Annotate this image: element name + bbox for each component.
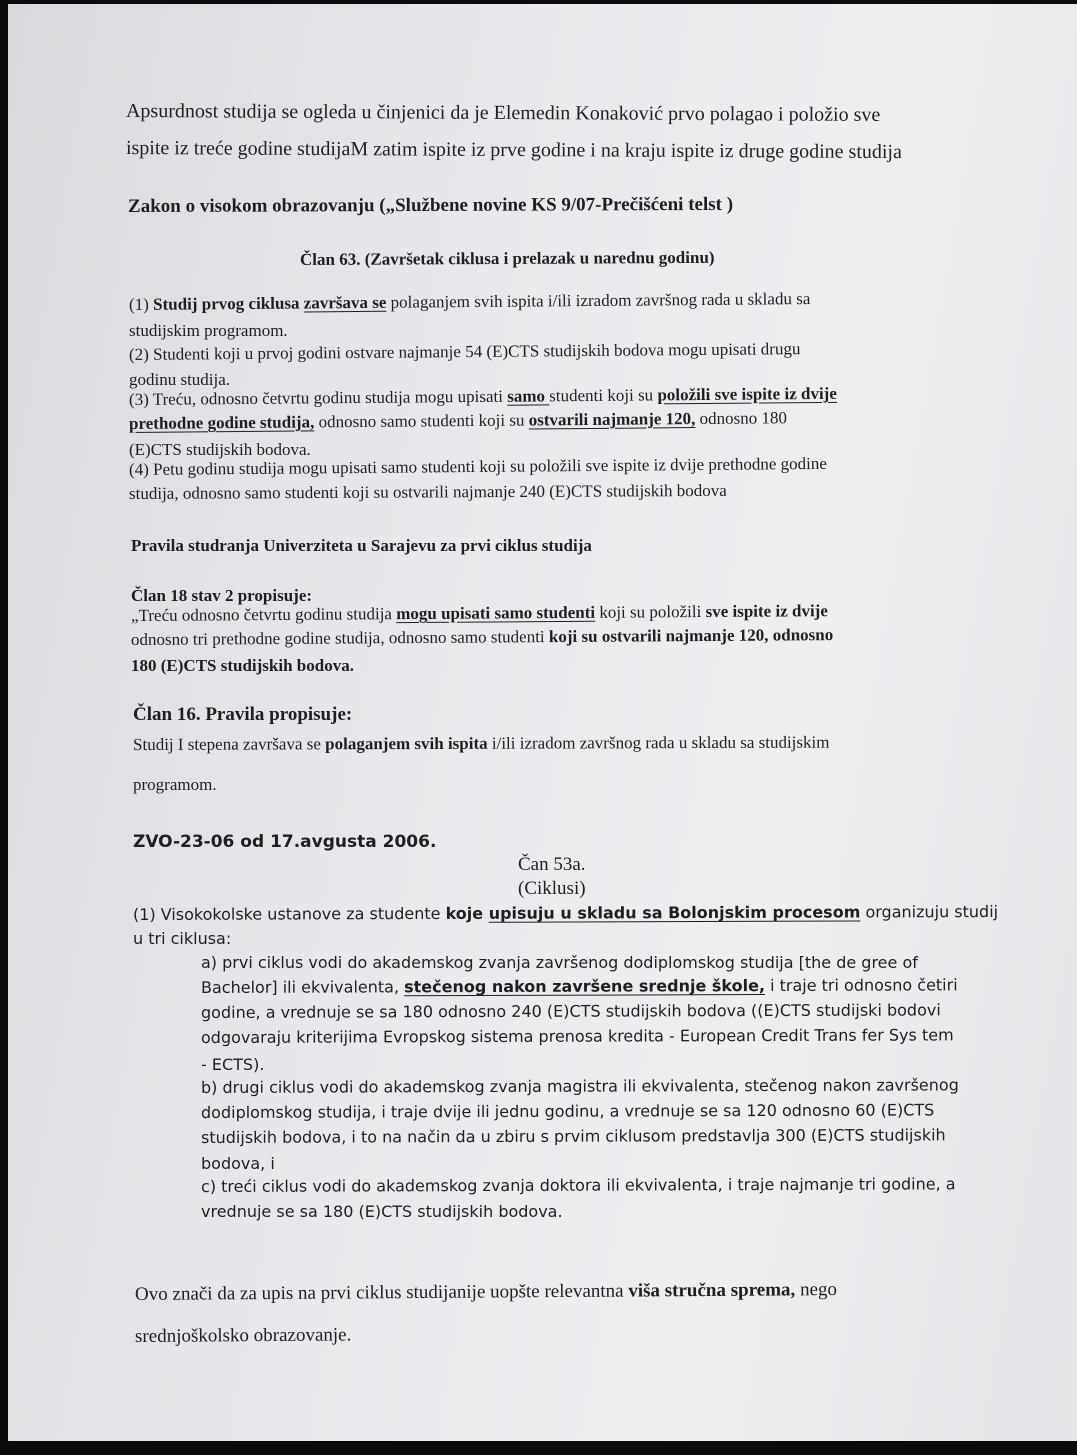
clan-18-heading: Član 18 stav 2 propisuje:	[131, 586, 313, 605]
ciklus-a-line-1: a) prvi ciklus vodi do akademskog zvanja završenog dodiplomskog studija [the de gree of	[201, 953, 918, 972]
clan-53a-item-1-line-2: u tri ciklusa:	[133, 929, 232, 948]
zvo-heading: ZVO-23-06 od 17.avgusta 2006.	[133, 832, 437, 852]
clan-18-line-2: odnosno tri prethodne godine studija, odnosno samo studenti koji su ostvarili najmanje 120, odnosno	[130, 625, 834, 649]
intro-line-1: Apsurdnost studija se ogleda u činjenici da je Elemedin Konaković prvo polagao i položio sve	[125, 100, 881, 126]
clan-63-item-1-line-1: (1) Studij prvog ciklusa završava se polaganjem svih ispita i/ili izradom završnog rada u skladu sa	[128, 289, 811, 314]
conclusion-line-2: srednjoškolsko obrazovanje.	[134, 1324, 352, 1347]
clan-63-item-1-line-2: studijskim programom.	[129, 321, 288, 340]
conclusion-line-1: Ovo znači da za upis na prvi ciklus studijanije uopšte relevantna viša stručna sprema, nego	[134, 1279, 838, 1305]
ciklus-b-line-4: bodova, i	[201, 1154, 275, 1173]
ciklus-a-line-3: godine, a vrednuje se sa 180 odnosno 240 (E)CTS studijskih bodova ((E)CTS studijski bodovi	[200, 1000, 941, 1022]
ciklusi-subheading: (Ciklusi)	[518, 878, 586, 899]
clan-63-item-3-line-3: (E)CTS studijskih bodova.	[129, 440, 311, 459]
clan-63-item-3-line-1: (3) Treću, odnosno četvrtu godinu studija mogu upisati samo studenti koji su položili sve ispite iz dvije	[128, 383, 837, 409]
ciklus-b-line-3: studijskih bodova, i to na način da u zbiru s prvim ciklusom predstavlja 300 (E)CTS studijskih	[200, 1125, 946, 1147]
ciklus-a-line-4: odgovaraju kriterijima Evropskog sistema prenosa kredita - European Credit Trans fer Sys tem	[200, 1025, 954, 1047]
clan-18-line-3: 180 (E)CTS studijskih bodova.	[131, 656, 354, 675]
clan-63-heading: Član 63. (Završetak ciklusa i prelazak u narednu godinu)	[299, 247, 715, 269]
clan-63-item-2-line-1: (2) Studenti koji u prvoj godini ostvare najmanje 54 (E)CTS studijskih bodova mogu upisati drugu	[128, 339, 801, 364]
document-page	[8, 4, 1077, 1441]
clan-53a-item-1-line-1: (1) Visokokolske ustanove za studente koje upisuju u skladu sa Bolonjskim procesom organizuju studij	[132, 901, 999, 924]
ciklus-a-line-2: Bachelor] ili ekvivalenta, stečenog nakon završene srednje škole, i traje tri odnosno četiri	[200, 975, 958, 997]
clan-16-line-2: programom.	[133, 775, 217, 794]
clan-63-item-3-line-2: prethodne godine studija, odnosno samo studenti koji su ostvarili najmanje 120, odnosno 180	[128, 408, 788, 433]
ciklus-b-line-2: dodiplomskog studija, i traje dvije ili jednu godinu, a vrednuje se sa 120 odnosno 60 (E)CTS	[200, 1100, 935, 1122]
clan-63-item-2-line-2: godinu studija.	[129, 370, 231, 389]
ciklus-c-line-2: vrednuje se sa 180 (E)CTS studijskih bodova.	[201, 1202, 563, 1221]
ciklus-a-line-5: - ECTS).	[201, 1055, 265, 1074]
intro-line-2: ispite iz treće godine studijaM zatim ispite iz prve godine i na kraju ispite iz druge godine studija	[125, 137, 902, 164]
ciklus-b-line-1: b) drugi ciklus vodi do akademskog zvanja magistra ili ekvivalenta, stečenog nakon završenog	[200, 1075, 959, 1097]
clan-18-line-1: „Treću odnosno četvrtu godinu studija mogu upisati samo studenti koji su položili sve ispite iz dvije	[130, 601, 828, 625]
clan-16-heading: Član 16. Pravila propisuje:	[133, 704, 353, 725]
clan-53a-heading: Čan 53a.	[518, 854, 586, 875]
clan-63-item-4-line-2: studija, odnosno samo studenti koji su ostvarili najmanje 240 (E)CTS studijskih bodova	[128, 480, 727, 503]
zakon-heading: Zakon o visokom obrazovanju („Službene novine KS 9/07-Prečišćeni telst )	[127, 193, 734, 217]
clan-63-item-4-line-1: (4) Petu godinu studija mogu upisati samo studenti koji su položili sve ispite iz dvije prethodne godine	[128, 453, 827, 479]
clan-16-line-1: Studij I stepena završava se polaganjem svih ispita i/ili izradom završnog rada u skladu sa studijskim	[132, 732, 830, 754]
ciklus-c-line-1: c) treći ciklus vodi do akademskog zvanja doktora ili ekvivalenta, i traje najmanje tri godine, a	[200, 1174, 956, 1196]
pravila-heading: Pravila studranja Univerziteta u Sarajevu za prvi ciklus studija	[131, 536, 592, 555]
